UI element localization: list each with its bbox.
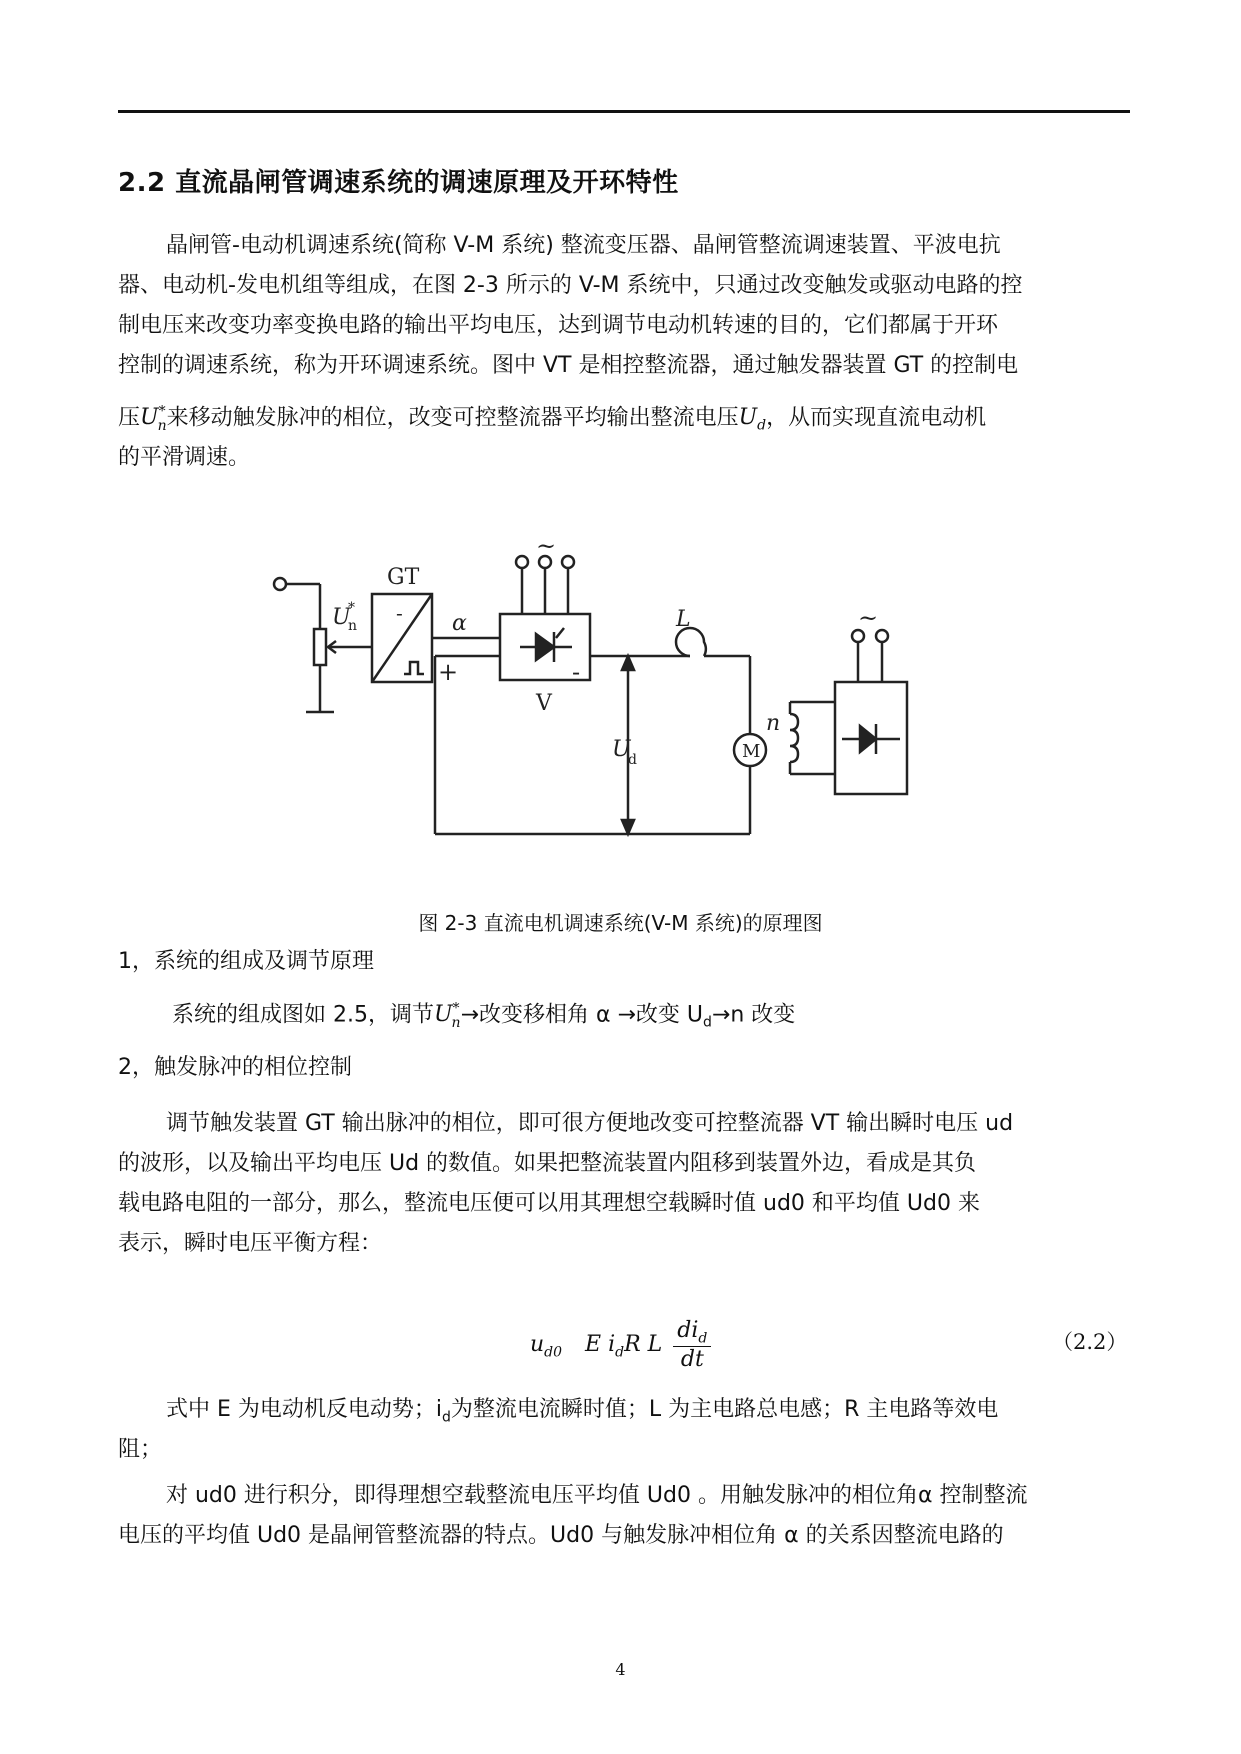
item-2-section [118,1048,1128,1088]
gt-minus-label: - [396,601,403,625]
vm-system-diagram [260,534,1020,874]
figure-caption: 图 2-3 直流电机调速系统(V-M 系统)的原理图 [418,911,823,935]
paragraph-integration [118,1476,1128,1556]
var-ud: $U_d$ [738,405,767,434]
item-1-section [118,942,1128,1036]
converter-label: V [536,691,552,716]
equation-number: （2.2） [1052,1330,1128,1354]
text-line: 阻； [118,1437,163,1462]
ac-right-label: ~ [858,604,879,632]
inductor-label: L [676,607,691,632]
text-line: 电压的平均值 Ud0 是晶闸管整流器的特点。Ud0 与触发脉冲相位角 α 的关系因整流电路的 [118,1523,1004,1548]
motor-label: M [742,741,761,762]
text-line: 的波形，以及输出平均电压 Ud 的数值。如果把整流装置内阻移到装置外边，看成是其负 [118,1151,977,1176]
item-2-title: 2，触发脉冲的相位控制 [118,1055,352,1080]
text-line: 表示，瞬时电压平衡方程： [118,1231,383,1256]
var-un: $U^*_n$ [433,1001,461,1031]
var-un: $U^*_n$ [140,404,167,434]
equation-2-2: $u_{d0}$ E $i_dR$ L $di_d$ dt [530,1318,711,1372]
un-sub-label: n [348,618,358,634]
text-line: 对 ud0 进行积分，即得理想空载整流电压平均值 Ud0 。用触发脉冲的相位角α 控制整流 [166,1483,1028,1508]
ac-top-label: ~ [536,534,557,560]
paragraph-intro [118,226,1128,478]
un-label: U [332,605,351,630]
text-line: 压$U^*_n$来移动触发脉冲的相位，改变可控整流器平均输出整流电压$U_d$，从而实现直流电动机 [118,404,987,434]
text-line: 制电压来改变功率变换电路的输出平均电压，达到调节电动机转速的目的，它们都属于开环 [118,313,999,338]
section-heading: 2.2 直流晶闸管调速系统的调速原理及开环特性 [118,168,679,198]
text-line: 控制的调速系统，称为开环调速系统。图中 VT 是相控整流器，通过触发器装置 GT 的控制电 [118,353,1019,378]
paragraph-phase-control [118,1104,1128,1264]
text-line: 调节触发装置 GT 输出脉冲的相位，即可很方便地改变可控整流器 VT 输出瞬时电压 ud [166,1111,1014,1136]
item-1-title: 1，系统的组成及调节原理 [118,949,374,974]
alpha-label: α [452,611,467,636]
page-number: 4 [615,1660,626,1679]
text-line: 器、电动机-发电机组等组成，在图 2-3 所示的 V-M 系统中，只通过改变触发或驱动电路的控 [118,273,1023,298]
minus-label: - [572,658,581,686]
plus-label: + [438,658,459,686]
paragraph-symbols [118,1390,1128,1470]
un-sup-label: * [348,600,355,616]
ud-sub-label: d [628,752,637,768]
speed-label: n [766,711,781,736]
text-line: 载电路电阻的一部分，那么，整流电压便可以用其理想空载瞬时值 ud0 和平均值 Ud0 来 [118,1191,980,1216]
ud-label: U [612,737,631,762]
header-rule [118,110,1130,113]
text-line: 式中 E 为电动机反电动势；$i_d$为整流电流瞬时值；L 为主电路总电感；R 主电路等效电 [166,1397,999,1426]
item-1-text: 系统的组成图如 2.5，调节$U^*_n\to$改变移相角 α →改变 $U_d\to n$ 改变 [172,1001,796,1031]
text-line: 的平滑调速。 [118,445,251,470]
text-line: 晶闸管-电动机调速系统(简称 V-M 系统) 整流变压器、晶闸管整流调速装置、平波电抗 [166,233,1001,258]
gt-label: GT [387,565,420,590]
